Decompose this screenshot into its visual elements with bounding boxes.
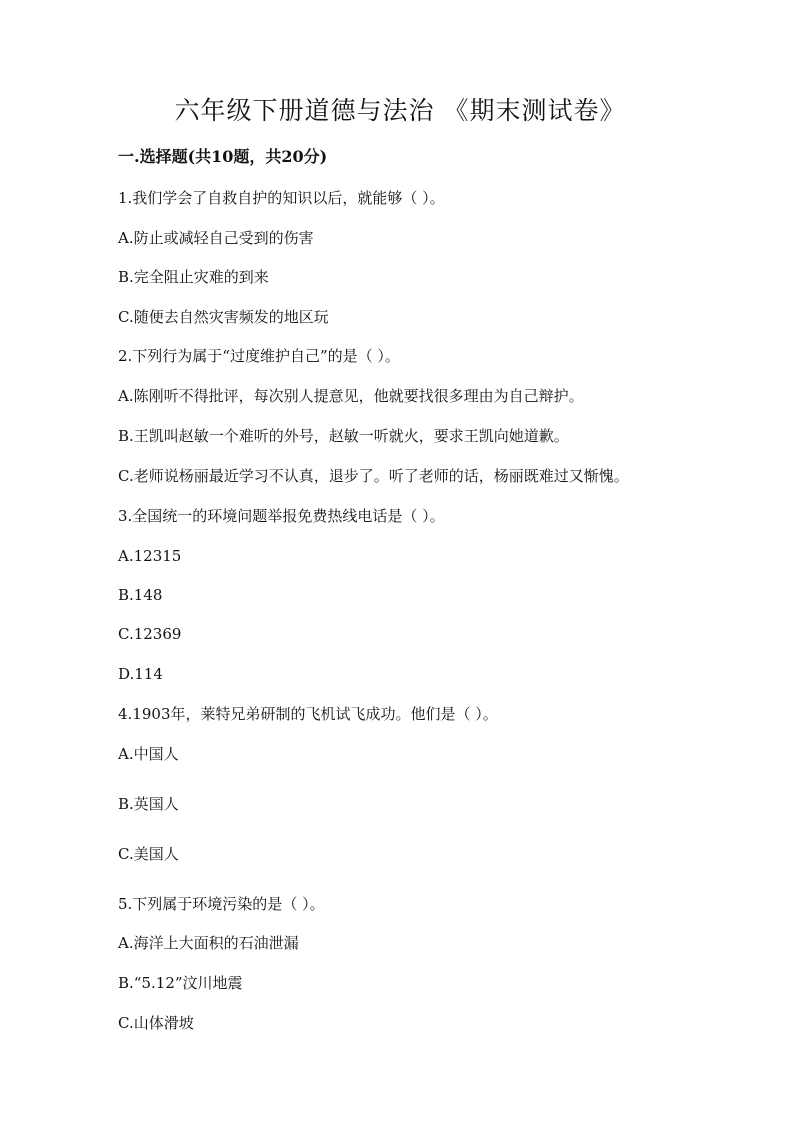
page-title: 六年级下册道德与法治 《期末测试卷》 xyxy=(174,96,626,125)
option-a: A.12315 xyxy=(118,547,182,565)
option-b: B.英国人 xyxy=(118,795,179,813)
option-a: A.海洋上大面积的石油泄漏 xyxy=(118,934,299,952)
option-b: B.“5.12”汶川地震 xyxy=(118,974,243,992)
option-a: A.防止或减轻自己受到的伤害 xyxy=(118,229,314,247)
option-b: B.完全阻止灾难的到来 xyxy=(118,268,269,286)
option-c: C.山体滑坡 xyxy=(118,1014,194,1032)
option-c: C.老师说杨丽最近学习不认真，退步了。听了老师的话，杨丽既难过又惭愧。 xyxy=(118,467,629,485)
option-c: C.12369 xyxy=(118,625,182,643)
question-stem: 4.1903年，莱特兄弟研制的飞机试飞成功。他们是（ ）。 xyxy=(118,705,498,723)
option-b: B.王凯叫赵敏一个难听的外号，赵敏一听就火，要求王凯向她道歉。 xyxy=(118,427,569,445)
question-stem: 3.全国统一的环境问题举报免费热线电话是（ ）。 xyxy=(118,507,445,525)
section-heading: 一.选择题(共10题，共20分) xyxy=(118,147,328,166)
question-stem: 2.下列行为属于“过度维护自己”的是（ ）。 xyxy=(118,347,400,365)
question-stem: 1.我们学会了自救自护的知识以后，就能够（ ）。 xyxy=(118,189,445,207)
option-c: C.随便去自然灾害频发的地区玩 xyxy=(118,308,329,326)
option-b: B.148 xyxy=(118,586,163,604)
option-c: C.美国人 xyxy=(118,845,179,863)
option-a: A.陈刚听不得批评，每次别人提意见，他就要找很多理由为自己辩护。 xyxy=(118,387,584,405)
option-d: D.114 xyxy=(118,665,163,683)
question-stem: 5.下列属于环境污染的是（ ）。 xyxy=(118,895,325,913)
option-a: A.中国人 xyxy=(118,745,179,763)
